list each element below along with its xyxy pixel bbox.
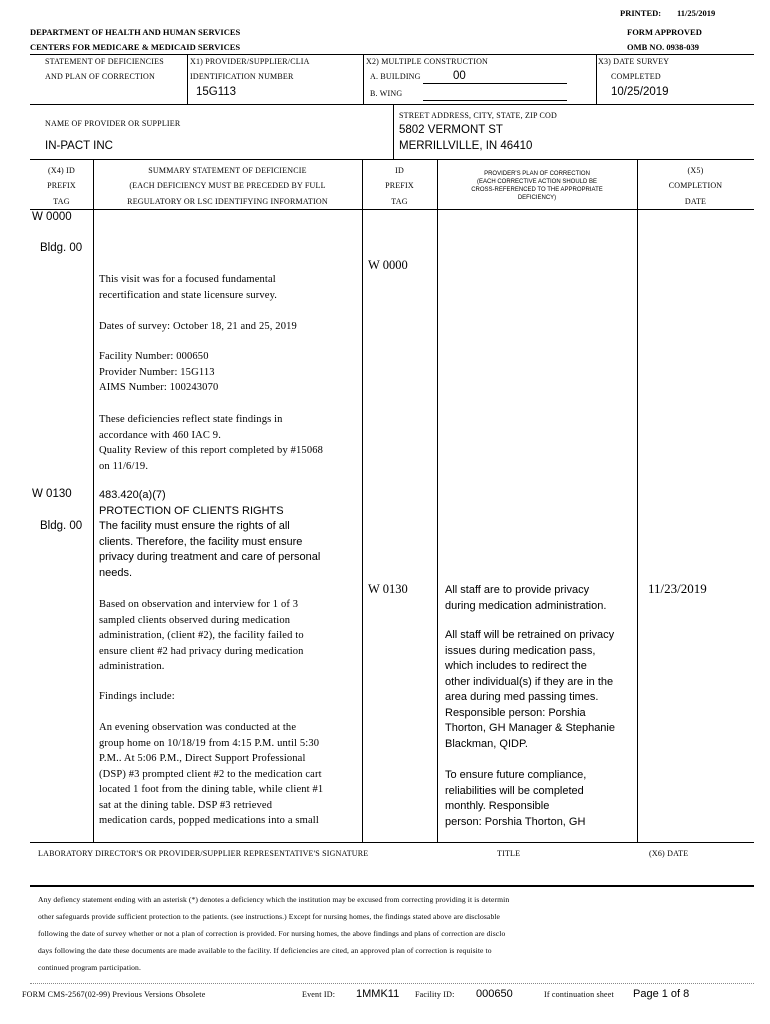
wing-label: B. WING bbox=[370, 89, 403, 98]
rule bbox=[637, 159, 638, 842]
id-prefix-label: PREFIX bbox=[385, 181, 414, 190]
rule bbox=[30, 159, 754, 160]
w0000-tag: W 0000 bbox=[32, 211, 72, 223]
completion-label: COMPLETION bbox=[668, 181, 723, 190]
plan-header-4: DEFICIENCY) bbox=[517, 195, 557, 201]
rule bbox=[596, 54, 597, 104]
x4-tag-label: TAG bbox=[53, 197, 70, 206]
event-id-label: Event ID: bbox=[302, 990, 336, 999]
plan-of-correction-label: AND PLAN OF CORRECTION bbox=[45, 72, 155, 81]
provider-id-value: 15G113 bbox=[196, 86, 237, 98]
centers-title: CENTERS FOR MEDICARE & MEDICAID SERVICES bbox=[30, 42, 241, 52]
rule bbox=[30, 983, 754, 984]
wing-underline bbox=[423, 100, 567, 101]
omb-number: OMB NO. 0938-039 bbox=[627, 42, 700, 52]
provider-name-label: NAME OF PROVIDER OR SUPPLIER bbox=[45, 119, 181, 128]
rule bbox=[30, 885, 754, 887]
rule bbox=[30, 104, 754, 105]
rule bbox=[187, 54, 188, 104]
rule bbox=[30, 209, 754, 210]
observation-paragraph: An evening observation was conducted at the group home on 10/18/19 from 4:15 P.M. until 5:30 P.M.. At 5:06 P.M., Direct Support Professional (DSP) #3 prompted client #2 to the medication cart located 1 foot from the dining table, while client #1 sat at the dining table. DSP #3 retrieved medication cards, popped medications into a small bbox=[99, 722, 324, 826]
x3-label: X3) DATE SURVEY bbox=[598, 57, 670, 66]
x4-id-label: (X4) ID bbox=[48, 166, 75, 175]
disclaimer-footnote: Any defiency statement ending with an asterisk (*) denotes a deficiency which the institution may be excused from correcting providing it is determin other safeguards provide sufficient protection to the patients. (see instructions.) Except for nursing homes, the findings stated above are disclosable following the date of survey whether or not a plan of correction is provided. For nursing homes, the above findings and plans of correction are disclo days following the date these documents are made available to the facility. If deficiencies are cited, an approved plan of correction is requisite to continued program participation. bbox=[38, 895, 510, 972]
completed-label: COMPLETED bbox=[611, 72, 661, 81]
facility-ids-paragraph: Facility Number: 000650 Provider Number: 15G113 AIMS Number: 100243070 bbox=[99, 351, 219, 393]
form-number: FORM CMS-2567(02-99) Previous Versions Obsolete bbox=[22, 990, 206, 999]
rule bbox=[362, 159, 363, 842]
rule bbox=[393, 104, 394, 159]
identification-number-label: IDENTIFICATION NUMBER bbox=[190, 72, 294, 81]
plan-paragraph-3: To ensure future compliance, reliabilities will be completed monthly. Responsible person: Porshia Thorton, GH bbox=[445, 769, 587, 828]
facility-id-label: Facility ID: bbox=[415, 990, 455, 999]
date-label: DATE bbox=[684, 197, 707, 206]
multiple-construction-label: X2) MULTIPLE CONSTRUCTION bbox=[366, 57, 489, 66]
address-line2: MERRILLVILLE, IN 46410 bbox=[399, 140, 533, 152]
intro-paragraph-2: Dates of survey: October 18, 21 and 25, 2019 bbox=[99, 321, 297, 332]
title-label: TITLE bbox=[497, 849, 521, 858]
x1-label: X1) PROVIDER/SUPPLIER/CLIA bbox=[190, 57, 310, 66]
plan-header-3: CROSS-REFERENCED TO THE APPROPRIATE bbox=[471, 187, 603, 193]
facility-id-value: 000650 bbox=[476, 988, 513, 1000]
completion-date: 11/23/2019 bbox=[648, 581, 707, 596]
w0000-id-tag: W 0000 bbox=[368, 258, 408, 272]
continuation-sheet-label: If continuation sheet bbox=[544, 990, 614, 999]
provider-name-value: IN-PACT INC bbox=[45, 140, 113, 152]
address-line1: 5802 VERMONT ST bbox=[399, 124, 503, 136]
printed-date: 11/25/2019 bbox=[677, 8, 716, 18]
signature-label: LABORATORY DIRECTOR'S OR PROVIDER/SUPPLIER REPRESENTATIVE'S SIGNATURE bbox=[38, 849, 369, 858]
summary-header-2: (EACH DEFICIENCY MUST BE PRECEDED BY FULL bbox=[129, 181, 326, 190]
department-title: DEPARTMENT OF HEALTH AND HUMAN SERVICES bbox=[30, 27, 241, 37]
summary-header-3: REGULATORY OR LSC IDENTIFYING INFORMATION bbox=[127, 197, 328, 206]
printed-label: PRINTED: bbox=[620, 8, 662, 18]
summary-header-1: SUMMARY STATEMENT OF DEFICIENCIE bbox=[148, 166, 307, 175]
w0130-id-tag: W 0130 bbox=[368, 582, 408, 596]
building-value: 00 bbox=[453, 70, 466, 82]
plan-header-2: (EACH CORRECTIVE ACTION SHOULD BE bbox=[476, 179, 598, 185]
intro-paragraph-1: This visit was for a focused fundamental recertification and state licensure survey. bbox=[99, 274, 278, 301]
event-id-value: 1MMK11 bbox=[356, 988, 400, 1000]
rule bbox=[30, 54, 754, 55]
plan-paragraph-1: All staff are to provide privacy during medication administration. bbox=[445, 584, 607, 612]
w0000-building: Bldg. 00 bbox=[40, 242, 83, 254]
findings-include-label: Findings include: bbox=[99, 691, 175, 702]
rule bbox=[437, 159, 438, 842]
form-approved: FORM APPROVED bbox=[627, 27, 702, 37]
x4-prefix-label: PREFIX bbox=[47, 181, 76, 190]
rule bbox=[363, 54, 364, 104]
plan-paragraph-2: All staff will be retrained on privacy issues during medication pass, which includes to redirect the other individual(s) if they are in the area during med passing times. Responsible person: Porshia Thorton, GH Manager & Stephanie Blackman, QIDP. bbox=[445, 629, 615, 750]
w0130-building: Bldg. 00 bbox=[40, 520, 83, 532]
statement-label: STATEMENT OF DEFICIENCIES bbox=[45, 57, 164, 66]
address-label: STREET ADDRESS, CITY, STATE, ZIP COD bbox=[399, 111, 557, 120]
id-label: ID bbox=[395, 166, 404, 175]
building-label: A. BUILDING bbox=[370, 72, 421, 81]
survey-date-value: 10/25/2019 bbox=[611, 86, 669, 98]
rule bbox=[93, 159, 94, 842]
plan-header-1: PROVIDER'S PLAN OF CORRECTION bbox=[484, 171, 590, 177]
x5-label: (X5) bbox=[687, 166, 704, 175]
x6-date-label: (X6) DATE bbox=[649, 849, 689, 858]
building-underline bbox=[423, 83, 567, 84]
w0130-tag: W 0130 bbox=[32, 488, 72, 500]
deficiency-summary-paragraph: These deficiencies reflect state findings in accordance with 460 IAC 9. Quality Review of this report completed by #15068 on 11/6/19. bbox=[99, 414, 324, 472]
w0130-finding-summary: Based on observation and interview for 1 of 3 sampled clients observed during medication administration, (client #2), the facility failed to ensure client #2 had privacy during medication administration. bbox=[99, 599, 304, 672]
w0130-regulation-text: 483.420(a)(7) PROTECTION OF CLIENTS RIGHTS The facility must ensure the rights of all clients. Therefore, the facility must ensure privacy during treatment and care of personal needs. bbox=[99, 489, 321, 579]
rule bbox=[30, 842, 754, 843]
id-tag-label: TAG bbox=[391, 197, 408, 206]
page-number: Page 1 of 8 bbox=[633, 988, 690, 1000]
